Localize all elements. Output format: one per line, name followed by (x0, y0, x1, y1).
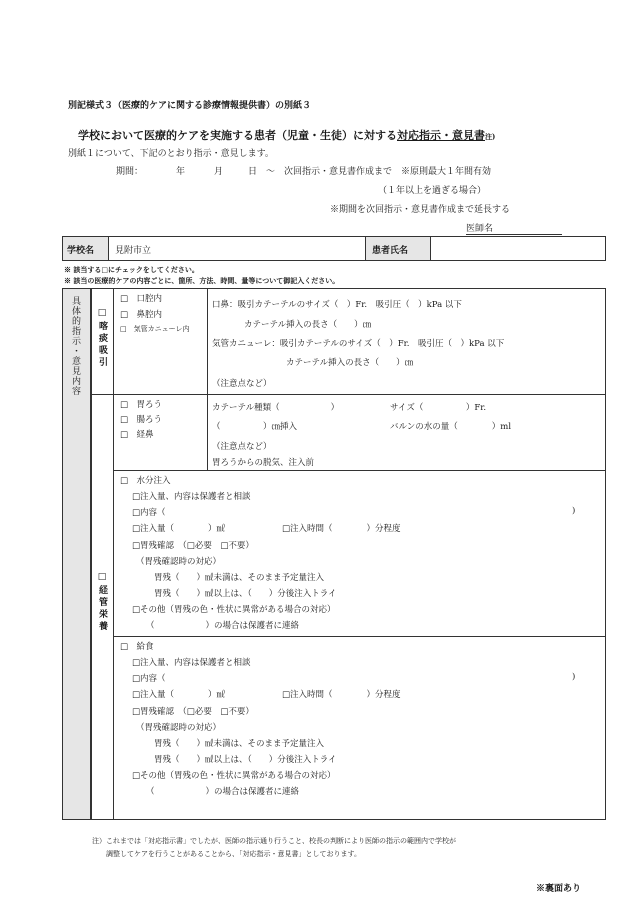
period-day: 日 (248, 167, 258, 177)
divider-v3 (207, 288, 208, 470)
tube-label: □経管栄養 (97, 572, 107, 633)
divider-h2 (113, 470, 606, 471)
note-1: ※ 該当する□にチェックをしてください。 (64, 265, 199, 274)
meal-time: □注入時間（ ）分程度 (282, 690, 401, 700)
suction-line-1: 口鼻：吸引カテーテルのサイズ（ ）Fr. 吸引圧（ ）kPa 以下 (212, 300, 462, 310)
tube-option-intestinal: □ 腸ろう (120, 415, 163, 425)
school-label: 学校名 (67, 246, 95, 256)
divider-h1-left (91, 394, 113, 395)
divider-v1 (91, 288, 92, 820)
water-other: □その他（胃残の色・性状に異常がある場合の対応） (132, 605, 336, 615)
title-note: 注) (485, 132, 496, 141)
water-residual-response: （胃残確認時の対応） (136, 557, 222, 567)
suction-line-2: カテーテル挿入の長さ（ ）㎝ (244, 320, 372, 330)
tube-catheter-type: カテーテル種類（ ） (212, 403, 340, 413)
intro-text: 別紙１について、下記のとおり指示・意見します。 (68, 149, 274, 159)
water-time: □注入時間（ ）分程度 (282, 524, 401, 534)
divider-v2 (113, 288, 114, 820)
suction-option-nasal: □ 鼻腔内 (120, 310, 163, 320)
school-value: 見附市立 (115, 246, 152, 256)
meal-residual-response: （胃残確認時の対応） (136, 723, 222, 733)
water-contact: （ ）の場合は保護者に連絡 (146, 621, 300, 631)
period-label: 期間： (116, 167, 144, 177)
doctor-name-label: 医師名 (466, 224, 494, 234)
footnote-line-1: 注）これまでは「対応指示書」でしたが、医師の指示通り行うこと、校長の判断により医師の指示の範囲内で学校が (92, 837, 456, 845)
footnote-line-2: 調整してケアを行うことがあることから、「対応指示・意見書」としております。 (106, 850, 361, 858)
period-note-1: （１年以上を過ぎる場合） (378, 186, 487, 196)
meal-amount: □注入量（ ）㎖ (132, 690, 226, 700)
water-residual-check: □胃残確認 （□必要 □不要） (132, 541, 254, 551)
tube-notes-label: （注意点など） (212, 442, 272, 452)
suction-line-4: カテーテル挿入の長さ（ ）㎝ (286, 358, 414, 368)
tube-option-nasal: □ 経鼻 (120, 430, 154, 440)
tube-option-gastric: □ 胃ろう (120, 400, 163, 410)
water-residual-under: 胃残（ ）㎖未満は、そのまま予定量注入 (154, 573, 325, 583)
suction-line-5: （注意点など） (212, 379, 272, 389)
period-year: 年 (176, 167, 186, 177)
meal-line-1: □注入量、内容は保護者と相談 (132, 658, 251, 668)
tube-insert-length: （ ）㎝挿入 (212, 422, 298, 432)
tube-balloon-water: バルンの水の量（ ）ml (390, 422, 512, 432)
document-title (78, 127, 495, 143)
period-note-2: ※期間を次回指示・意見書作成まで延長する (330, 205, 511, 215)
tube-notes-text: 胃ろうからの脱気、注入前 (212, 458, 315, 468)
divider-h3 (113, 636, 606, 637)
meal-line-2-end: ) (572, 672, 576, 682)
meal-residual-under: 胃残（ ）㎖未満は、そのまま予定量注入 (154, 739, 325, 749)
tube-size: サイズ（ ）Fr. (390, 403, 487, 413)
water-line-1: □注入量、内容は保護者と相談 (132, 492, 251, 502)
left-header-text: 具体的指示・意見内容 (70, 296, 80, 396)
water-residual-over: 胃残（ ）㎖以上は、（ ）分後注入トライ (154, 589, 337, 599)
meal-other: □その他（胃残の色・性状に異常がある場合の対応） (132, 771, 336, 781)
meal-heading: □ 給食 (120, 642, 154, 652)
water-heading: □ 水分注入 (120, 476, 171, 486)
doctor-name-line (466, 234, 562, 235)
title-emphasis: 対応指示・意見書 (397, 129, 485, 142)
meal-residual-over: 胃残（ ）㎖以上は、（ ）分後注入トライ (154, 755, 337, 765)
suction-label: □喀痰吸引 (97, 308, 107, 369)
water-line-2: □内容（ (132, 508, 166, 518)
meal-line-2: □内容（ (132, 674, 166, 684)
form-label: 別記様式３（医療的ケアに関する診療情報提供書）の別紙３ (68, 101, 312, 111)
period-range: 〜 次回指示・意見書作成まで ※原則最大１年間有効 (266, 167, 492, 177)
suction-line-3: 気管カニューレ：吸引カテーテルのサイズ（ ）Fr. 吸引圧（ ）kPa 以下 (212, 339, 505, 349)
suction-option-trach: □ 気管カニューレ内 (120, 325, 190, 333)
title-main: 学校において医療的ケアを実施する患者（児童・生徒）に対する (78, 129, 397, 142)
divider-h1 (113, 394, 606, 395)
meal-contact: （ ）の場合は保護者に連絡 (146, 787, 300, 797)
water-amount: □注入量（ ）㎖ (132, 524, 226, 534)
meal-residual-check: □胃残確認 （□必要 □不要） (132, 707, 254, 717)
water-line-2-end: ) (572, 506, 576, 516)
back-side-note: ※裏面あり (536, 884, 582, 894)
note-2: ※ 該当の医療的ケアの内容ごとに、箇所、方法、時間、量等について御記入ください。 (64, 276, 340, 285)
period-month: 月 (214, 167, 224, 177)
suction-option-oral: □ 口腔内 (120, 294, 163, 304)
patient-label: 患者氏名 (372, 246, 409, 256)
